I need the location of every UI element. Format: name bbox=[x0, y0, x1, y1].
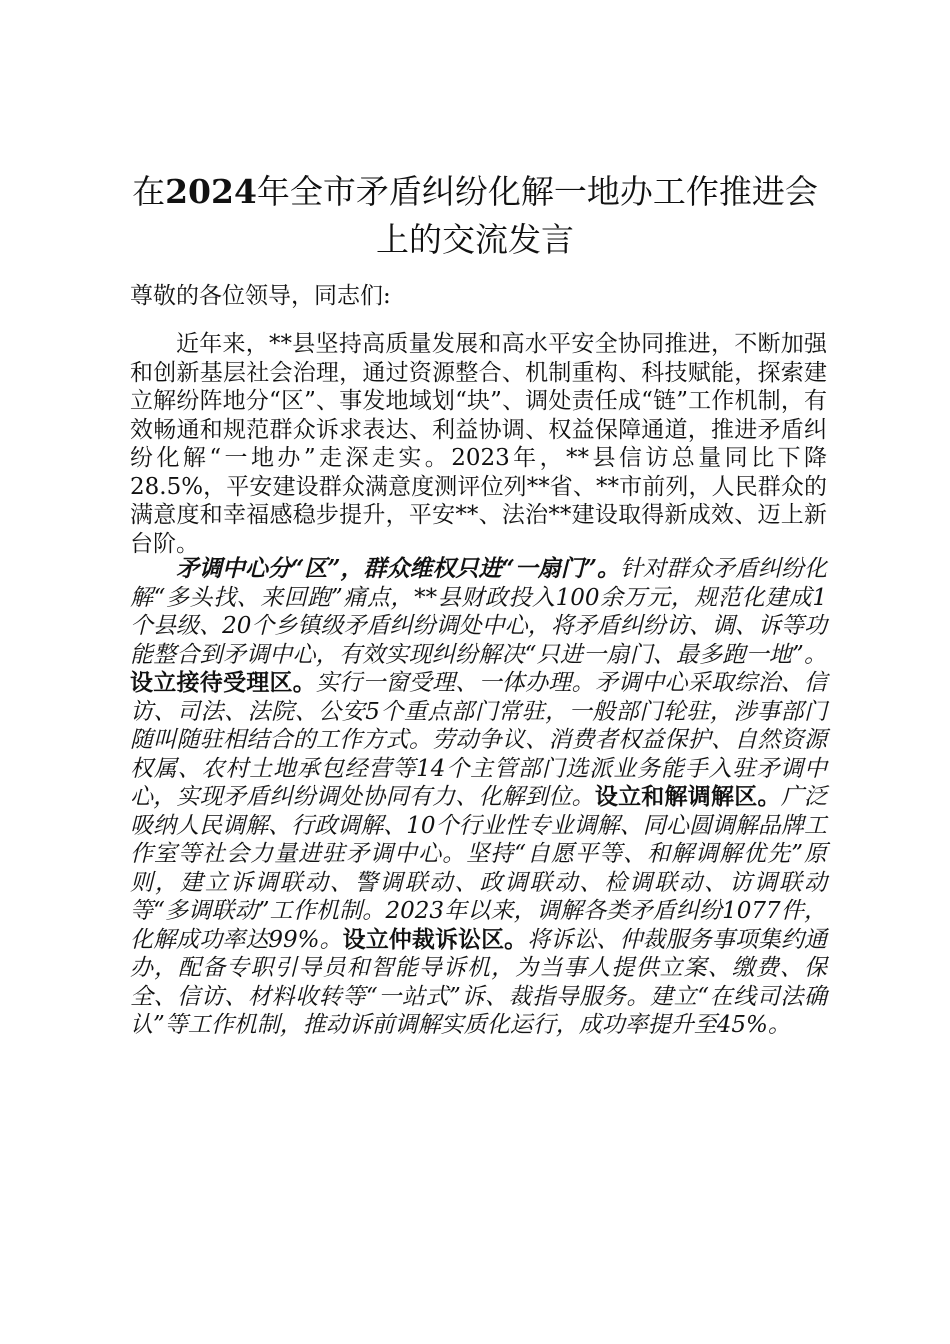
subheading-reception-area: 设立接待受理区。 bbox=[130, 669, 316, 696]
subheading-arbitration-area: 设立仲裁诉讼区。 bbox=[342, 925, 528, 953]
paragraph-text-4: 将诉讼、仲裁服务事项集约通办，配备专职引导员和智能导诉机，为当事人提供立案、缴费、保全、信访、材料收转等“一站式”诉、裁指导服务。建立“在线司法确认”等工作机制，推动诉前调解实质化运行，成功率提升至45%。 bbox=[130, 926, 828, 1038]
salutation: 尊敬的各位领导，同志们: bbox=[130, 283, 391, 309]
subheading-mediation-area: 设立和解调解区。 bbox=[594, 783, 781, 810]
document-title bbox=[120, 168, 830, 264]
paragraph-text-2: 实行一窗受理、一体办理。矛调中心采取综治、信访、司法、法院、公安5个重点部门常驻，一般部门轮驻，涉事部门随叫随驻相结合的工作方式。劳动争议、消费者权益保护、自然资源权属、农村土地承包经营等14个主管部门选派业务能手入驻矛调中心，实现矛盾纠纷调处协同有力、化解到位。 bbox=[130, 670, 828, 810]
paragraph-text-3: 广泛吸纳人民调解、行政调解、10个行业性专业调解、同心圆调解品牌工作室等社会力量进驻矛调中心。坚持“自愿平等、和解调解优先”原则，建立诉调联动、警调联动、政调联动、检调联动、访调联动等“多调联动”工作机制。2023年以来，调解各类矛盾纠纷1077件，化解成功率达99%。 bbox=[130, 784, 828, 953]
title-prefix: 在 bbox=[132, 172, 166, 211]
title-rest: 年全市矛盾纠纷化解一地办工作推进会上的交流发言 bbox=[256, 172, 818, 259]
title-year: 2024 bbox=[165, 172, 257, 211]
paragraph-text-1: 针对群众矛盾纠纷化解“多头找、来回跑”痛点，**县财政投入100余万元，规范化建成1个县级、20个乡镇级矛盾纠纷调处中心，将矛盾纠纷访、调、诉等功能整合到矛调中心，有效实现纠纷解决“只进一扇门、最多跑一地”。 bbox=[130, 556, 828, 668]
paragraph-intro: 近年来，**县坚持高质量发展和高水平安全协同推进，不断加强和创新基层社会治理，通过资源整合、机制重构、科技赋能，探索建立解纷阵地分“区”、事发地域划“块”、调处责任成“链”工作机制，有效畅通和规范群众诉求表达、利益协调、权益保障通道，推进矛盾纠纷化解“一地办”走深走实。2023年，**县信访总量同比下降28.5%，平安建设群众满意度测评位列**省、**市前列，人民群众的满意度和幸福感稳步提升，平安**、法治**建设取得新成效、迈上新台阶。 bbox=[130, 331, 827, 557]
paragraph-heading: 矛调中心分“区”，群众维权只进“一扇门”。 bbox=[176, 555, 620, 582]
paragraph-mediation-center bbox=[130, 555, 827, 1040]
